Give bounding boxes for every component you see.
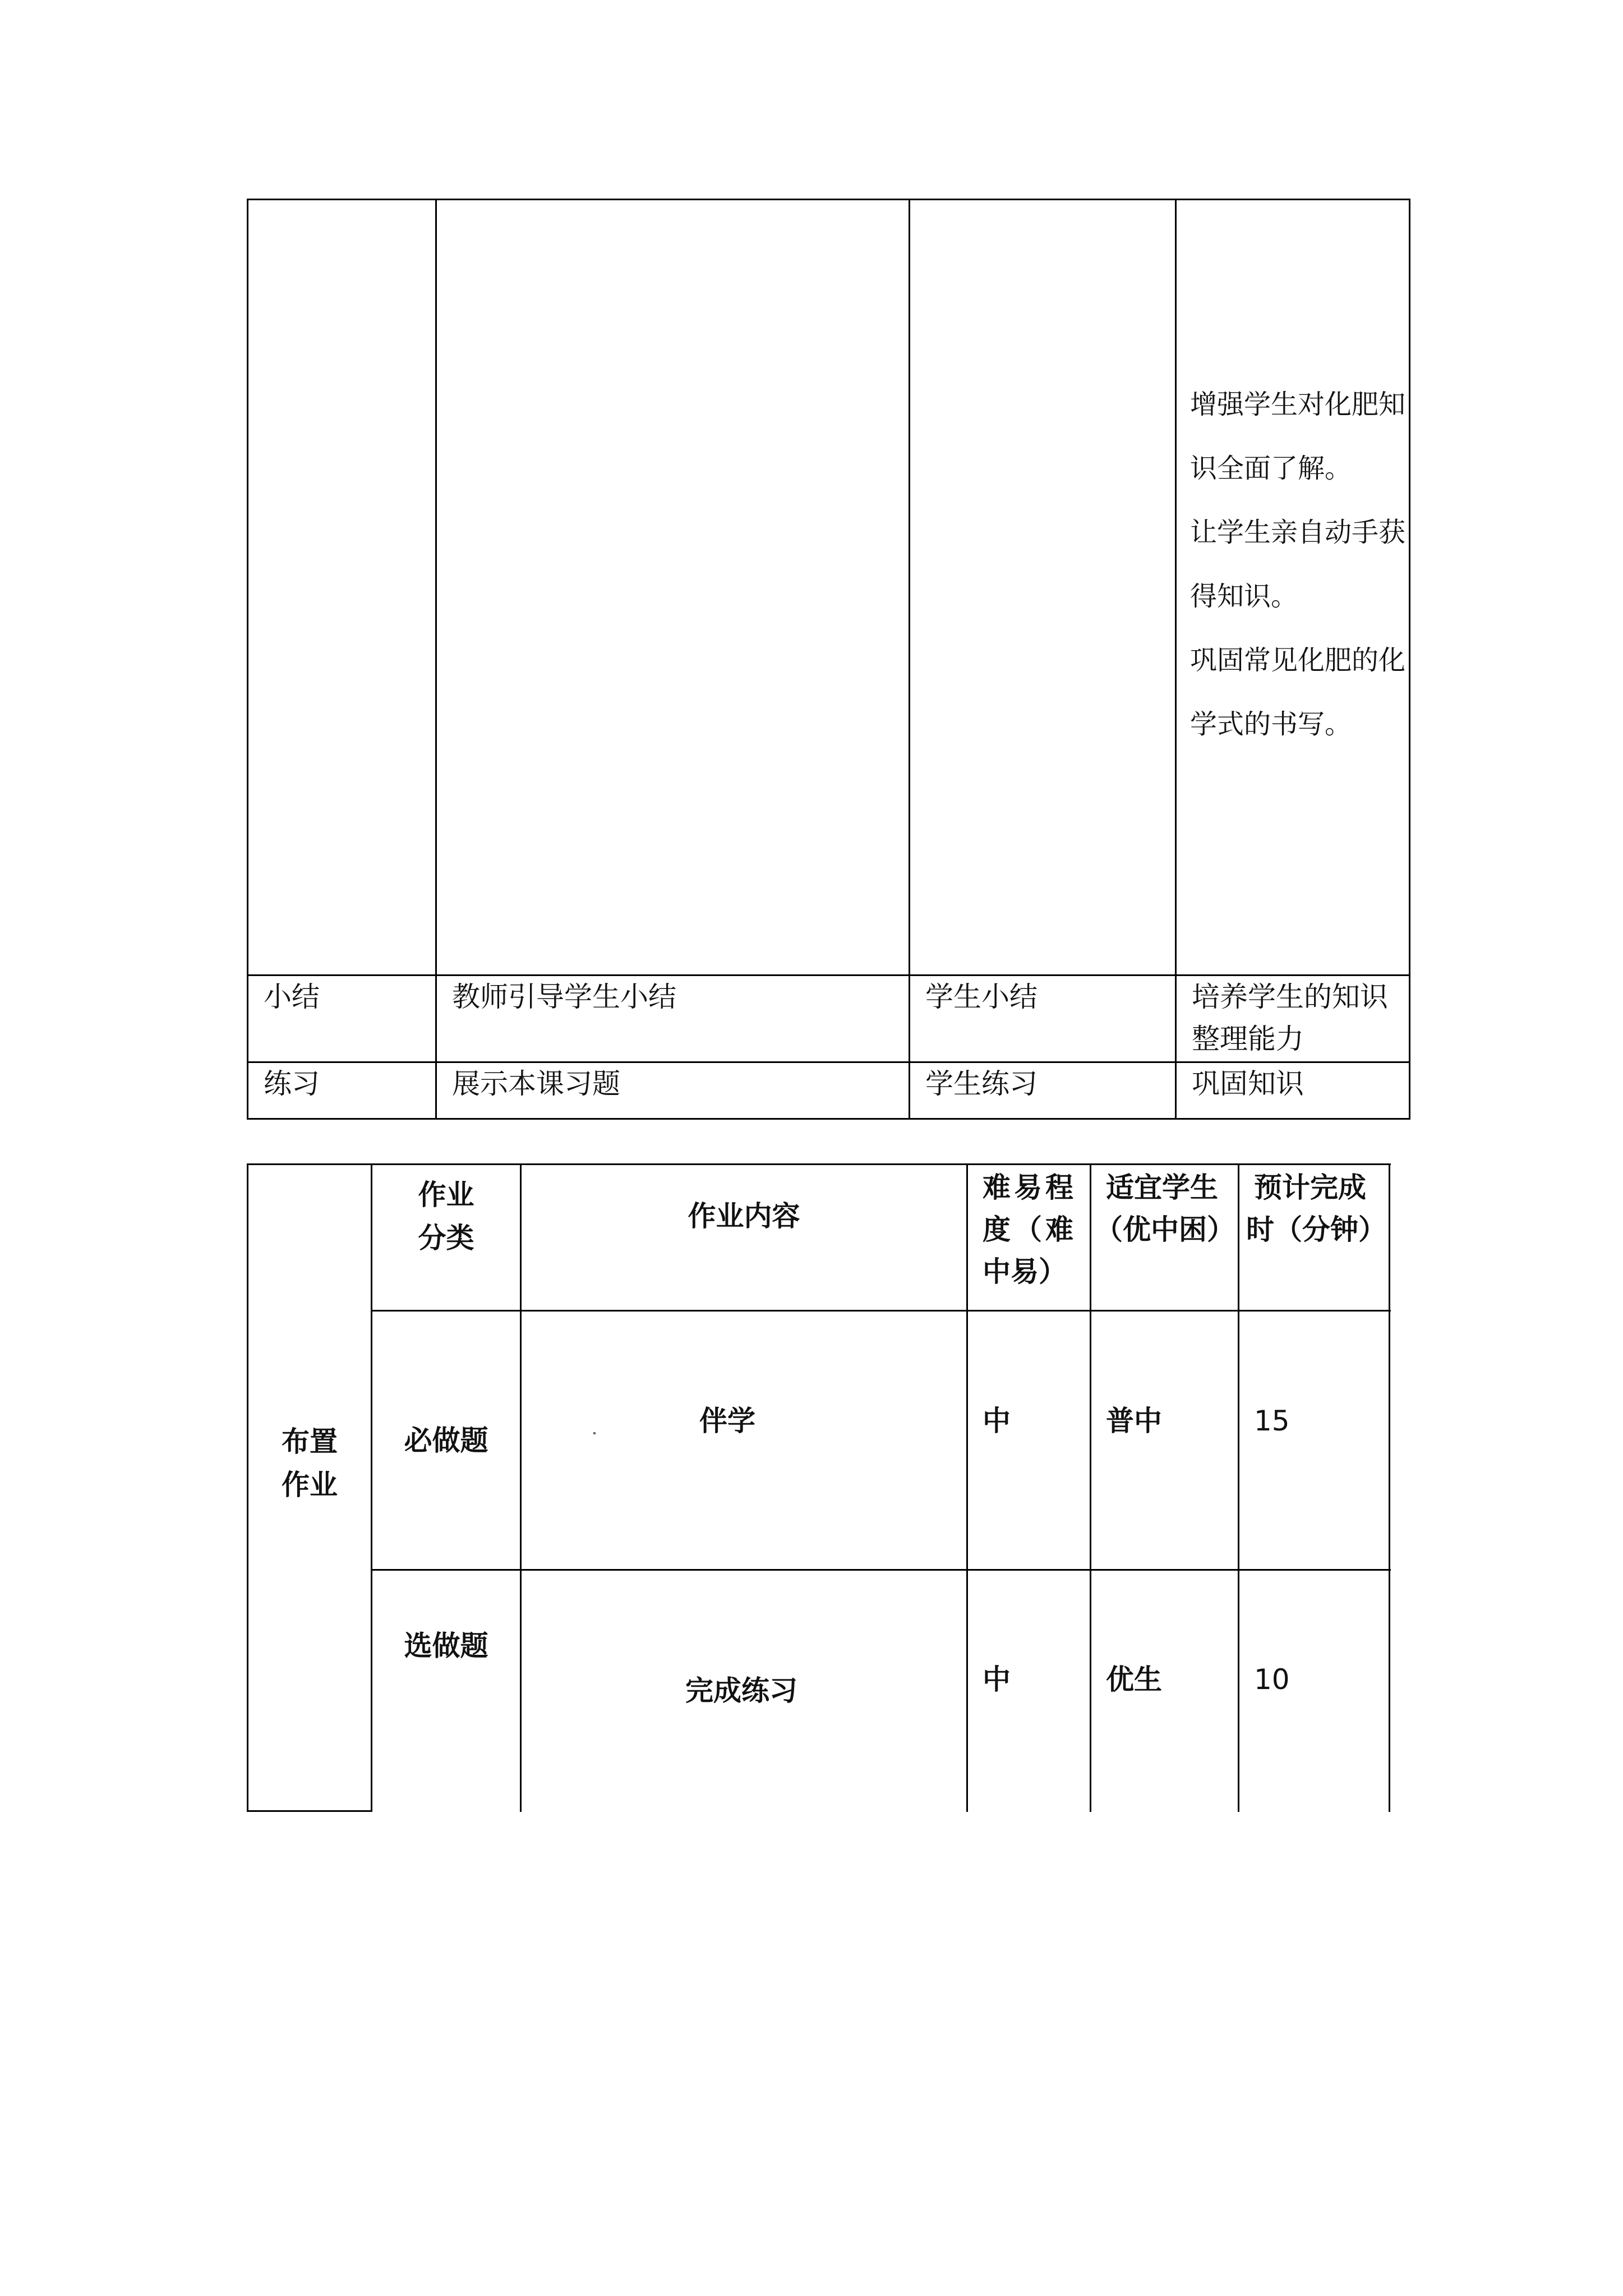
table-border-right — [1389, 1163, 1390, 1812]
homework-suitable-students: 普中 — [1106, 1405, 1162, 1437]
header-estimated-time: 时（分钟） — [1246, 1213, 1386, 1246]
design-purpose: 整理能力 — [1192, 1023, 1304, 1055]
homework-category: 选做题 — [404, 1630, 488, 1662]
header-category: 作业 — [418, 1179, 474, 1211]
column-divider — [435, 199, 437, 1120]
header-difficulty: 度（难 — [983, 1213, 1077, 1246]
homework-category: 必做题 — [404, 1424, 488, 1457]
homework-content: 完成练习 — [685, 1674, 797, 1707]
column-divider — [1238, 1163, 1239, 1812]
goal-note: 巩固常见化肥的化 — [1190, 645, 1406, 676]
stage-label: 小结 — [264, 981, 320, 1013]
homework-content: 伴学 — [699, 1405, 755, 1437]
teacher-activity: 教师引导学生小结 — [452, 981, 676, 1013]
header-content: 作业内容 — [688, 1200, 800, 1232]
student-activity: 学生练习 — [925, 1068, 1038, 1100]
student-activity: 学生小结 — [925, 981, 1038, 1013]
header-suitable-students: （优中困） — [1095, 1213, 1235, 1246]
goal-note: 增强学生对化肥知 — [1190, 389, 1406, 420]
column-divider — [520, 1163, 522, 1812]
homework-minutes: 15 — [1254, 1405, 1290, 1437]
goal-note: 得知识。 — [1190, 581, 1298, 612]
column-divider — [1090, 1163, 1091, 1812]
table-border-left — [247, 199, 248, 1120]
header-suitable-students: 适宜学生 — [1106, 1171, 1218, 1204]
homework-suitable-students: 优生 — [1106, 1663, 1162, 1696]
column-divider — [909, 199, 910, 1120]
column-divider — [966, 1163, 968, 1812]
column-divider — [1175, 199, 1177, 1120]
goal-note: 识全面了解。 — [1190, 453, 1352, 484]
table-divider — [247, 1061, 1410, 1063]
header-category: 分类 — [418, 1222, 474, 1254]
header-difficulty: 中易） — [983, 1255, 1067, 1288]
side-label: 布置 — [282, 1425, 338, 1458]
stray-mark — [593, 1432, 596, 1434]
table-border-top — [247, 199, 1410, 200]
homework-difficulty: 中 — [983, 1663, 1011, 1696]
table-border-bottom — [247, 1118, 1410, 1120]
header-estimated-time: 预计完成 — [1254, 1171, 1366, 1204]
header-difficulty: 难易程 — [983, 1171, 1077, 1204]
homework-minutes: 10 — [1254, 1663, 1290, 1696]
column-divider — [371, 1163, 372, 1812]
design-purpose: 培养学生的知识 — [1192, 981, 1388, 1013]
goal-note: 学式的书写。 — [1190, 708, 1352, 740]
stage-label: 练习 — [264, 1068, 320, 1100]
table-divider — [247, 974, 1410, 976]
side-label: 作业 — [282, 1469, 338, 1501]
table-border-top — [247, 1163, 372, 1165]
table-border-bottom — [247, 1810, 372, 1812]
design-intent-notes — [1190, 372, 1414, 756]
homework-difficulty: 中 — [983, 1405, 1011, 1437]
design-purpose: 巩固知识 — [1192, 1068, 1304, 1100]
teacher-activity: 展示本课习题 — [452, 1068, 620, 1100]
goal-note: 让学生亲自动手获 — [1190, 517, 1406, 548]
